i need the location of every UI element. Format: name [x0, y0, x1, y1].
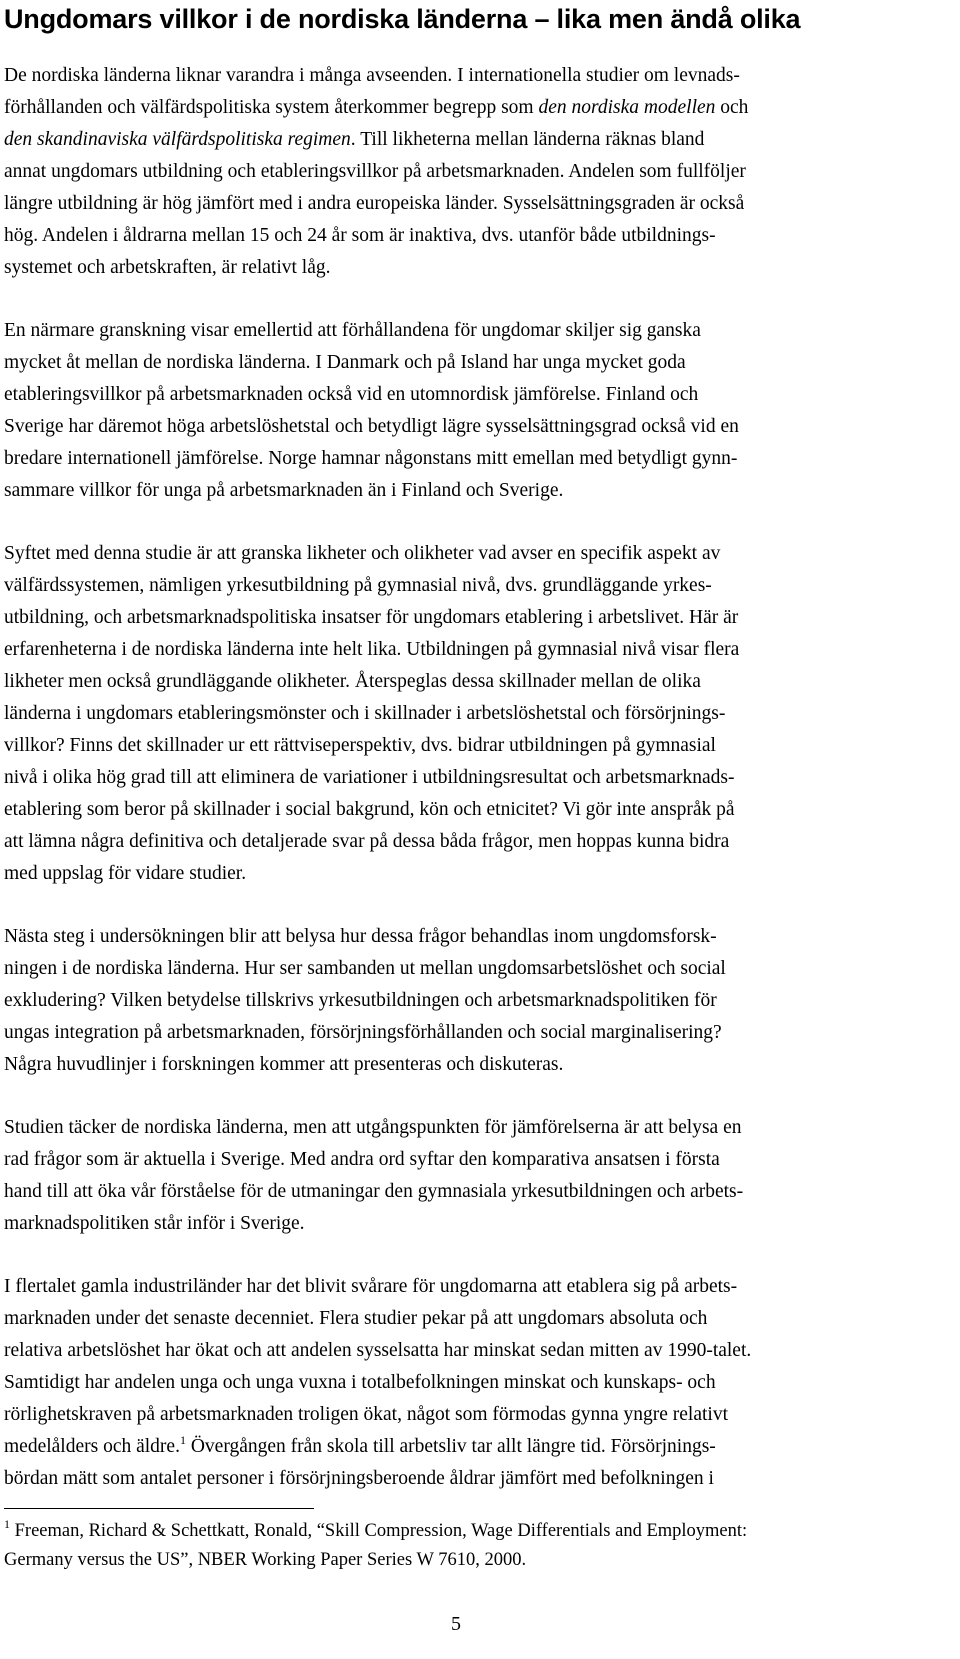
text-line: [4, 698, 916, 730]
text-run: Några huvudlinjer i forskningen kommer att presenteras och diskuteras.: [4, 1054, 564, 1075]
text-run: utbildning, och arbetsmarknadspolitiska insatser för ungdomars etablering i arbetslivet. Här är: [4, 607, 739, 628]
text-run: systemet och arbetskraften, är relativt låg.: [4, 257, 331, 278]
text-run: ningen i de nordiska länderna. Hur ser sambanden ut mellan ungdomsarbetslöshet och social: [4, 958, 726, 979]
text-run: sammare villkor för unga på arbetsmarknaden än i Finland och Sverige.: [4, 480, 564, 501]
paragraph: [4, 538, 916, 890]
text-run: förhållanden och välfärdspolitiska system återkommer begrepp som: [4, 97, 539, 118]
text-line: [4, 411, 916, 443]
text-run: annat ungdomars utbildning och etableringsvillkor på arbetsmarknaden. Andelen som fullföljer: [4, 161, 746, 182]
text-run: välfärdssystemen, nämligen yrkesutbildning på gymnasial nivå, dvs. grundläggande yrkes-: [4, 575, 712, 596]
text-run: likheter men också grundläggande olikheter. Återspeglas dessa skillnader mellan de olika: [4, 671, 701, 692]
text-line: [4, 1112, 916, 1144]
text-line: [4, 220, 916, 252]
footnote-separator: [4, 1508, 314, 1509]
text-run: rad frågor som är aktuella i Sverige. Med andra ord syftar den komparativa ansatsen i första: [4, 1149, 720, 1170]
text-run: medelålders och äldre.: [4, 1436, 180, 1457]
text-line: [4, 826, 916, 858]
text-run: villkor? Finns det skillnader ur ett rättviseperspektiv, dvs. bidrar utbildningen på gymnasial: [4, 735, 716, 756]
text-line: [4, 602, 916, 634]
text-line: [4, 188, 916, 220]
text-run: länderna i ungdomars etableringsmönster och i skillnader i arbetslöshetstal och försörjnings-: [4, 703, 726, 724]
text-run: Studien täcker de nordiska länderna, men att utgångspunkten för jämförelserna är att belysa en: [4, 1117, 742, 1138]
footnote: [4, 1517, 924, 1575]
text-line: [4, 1463, 916, 1495]
paragraph: [4, 60, 916, 284]
body-text: [4, 60, 916, 1526]
text-line: [4, 1303, 916, 1335]
text-line: [4, 379, 916, 411]
page-number: 5: [451, 1613, 461, 1635]
text-run: Övergången från skola till arbetsliv tar allt längre tid. Försörjnings-: [185, 1436, 716, 1457]
text-line: [4, 1176, 916, 1208]
footnote-reference: 1: [179, 1433, 186, 1447]
text-line: [4, 921, 916, 953]
text-run: De nordiska länderna liknar varandra i många avseenden. I internationella studier om levnads-: [4, 65, 740, 86]
text-line: [4, 1335, 916, 1367]
footnote-line: [4, 1517, 924, 1546]
text-line: [4, 475, 916, 507]
text-line: [4, 1271, 916, 1303]
text-run: hög. Andelen i åldrarna mellan 15 och 24 år som är inaktiva, dvs. utanför både utbildnings-: [4, 225, 716, 246]
text-line: [4, 1144, 916, 1176]
italic-term: den skandinaviska välfärdspolitiska regimen: [4, 129, 351, 150]
text-run: etablering som beror på skillnader i social bakgrund, kön och etnicitet? Vi gör inte anspråk på: [4, 799, 735, 820]
text-run: exkludering? Vilken betydelse tillskrivs yrkesutbildningen och arbetsmarknadspolitiken för: [4, 990, 717, 1011]
text-run: Nästa steg i undersökningen blir att belysa hur dessa frågor behandlas inom ungdomsforsk-: [4, 926, 717, 947]
text-line: [4, 858, 916, 890]
text-run: marknaden under det senaste decenniet. Flera studier pekar på att ungdomars absoluta och: [4, 1308, 708, 1329]
text-run: relativa arbetslöshet har ökat och att andelen sysselsatta har minskat sedan mitten av 1990-talet.: [4, 1340, 752, 1361]
text-run: Samtidigt har andelen unga och unga vuxna i totalbefolkningen minskat och kunskaps- och: [4, 1372, 716, 1393]
paragraph: [4, 1271, 916, 1495]
text-line: [4, 570, 916, 602]
footnote-marker: 1: [4, 1517, 10, 1531]
text-line: [4, 1017, 916, 1049]
text-run: erfarenheterna i de nordiska länderna inte helt lika. Utbildningen på gymnasial nivå visar flera: [4, 639, 740, 660]
text-run: . Till likheterna mellan länderna räknas bland: [350, 129, 705, 150]
text-line: [4, 347, 916, 379]
text-run: och: [715, 97, 749, 118]
text-line: [4, 985, 916, 1017]
text-line: [4, 92, 916, 124]
footnote-text: Freeman, Richard & Schettkatt, Ronald, “Skill Compression, Wage Differentials and Employment:: [14, 1521, 748, 1541]
text-run: hand till att öka vår förståelse för de utmaningar den gymnasiala yrkesutbildningen och arbets-: [4, 1181, 744, 1202]
text-line: [4, 124, 916, 156]
text-run: Syftet med denna studie är att granska likheter och olikheter vad avser en specifik aspekt av: [4, 543, 721, 564]
text-line: [4, 1208, 916, 1240]
text-line: [4, 953, 916, 985]
text-run: med uppslag för vidare studier.: [4, 863, 247, 884]
paragraph: [4, 921, 916, 1081]
paragraph: [4, 315, 916, 507]
text-run: Sverige har däremot höga arbetslöshetstal och betydligt lägre sysselsättningsgrad också vid en: [4, 416, 739, 437]
text-run: att lämna några definitiva och detaljerade svar på dessa båda frågor, men hoppas kunna bidra: [4, 831, 730, 852]
text-line: [4, 1367, 916, 1399]
text-run: längre utbildning är hög jämfört med i andra europeiska länder. Sysselsättningsgraden är också: [4, 193, 745, 214]
text-line: [4, 60, 916, 92]
text-line: [4, 156, 916, 188]
text-run: bredare internationell jämförelse. Norge hamnar någonstans mitt emellan med betydligt gynn-: [4, 448, 738, 469]
text-line: [4, 794, 916, 826]
text-line: [4, 1399, 916, 1431]
text-line: [4, 252, 916, 284]
text-run: nivå i olika hög grad till att eliminera de variationer i utbildningsresultat och arbetsmarknads-: [4, 767, 735, 788]
text-line: [4, 443, 916, 475]
paragraph: [4, 1112, 916, 1240]
italic-term: den nordiska modellen: [538, 97, 716, 118]
text-run: ungas integration på arbetsmarknaden, försörjningsförhållanden och social marginalisering?: [4, 1022, 722, 1043]
text-line: [4, 1431, 916, 1463]
text-line: [4, 315, 916, 347]
footnote-line: Germany versus the US”, NBER Working Paper Series W 7610, 2000.: [4, 1550, 527, 1570]
text-line: [4, 634, 916, 666]
text-line: [4, 1049, 916, 1081]
text-run: rörlighetskraven på arbetsmarknaden troligen ökat, något som förmodas gynna yngre relativt: [4, 1404, 728, 1425]
text-run: etableringsvillkor på arbetsmarknaden också vid en utomnordisk jämförelse. Finland och: [4, 384, 699, 405]
text-run: mycket åt mellan de nordiska länderna. I Danmark och på Island har unga mycket goda: [4, 352, 686, 373]
text-line: [4, 730, 916, 762]
text-line: [4, 538, 916, 570]
text-run: marknadspolitiken står inför i Sverige.: [4, 1213, 305, 1234]
text-line: [4, 666, 916, 698]
page-title: Ungdomars villkor i de nordiska länderna – lika men ändå olika: [4, 4, 801, 34]
text-run: I flertalet gamla industriländer har det blivit svårare för ungdomarna att etablera sig på arbets-: [4, 1276, 738, 1297]
text-line: [4, 762, 916, 794]
text-run: bördan mätt som antalet personer i försörjningsberoende åldrar jämfört med befolkningen i: [4, 1468, 714, 1489]
text-run: En närmare granskning visar emellertid att förhållandena för ungdomar skiljer sig ganska: [4, 320, 701, 341]
